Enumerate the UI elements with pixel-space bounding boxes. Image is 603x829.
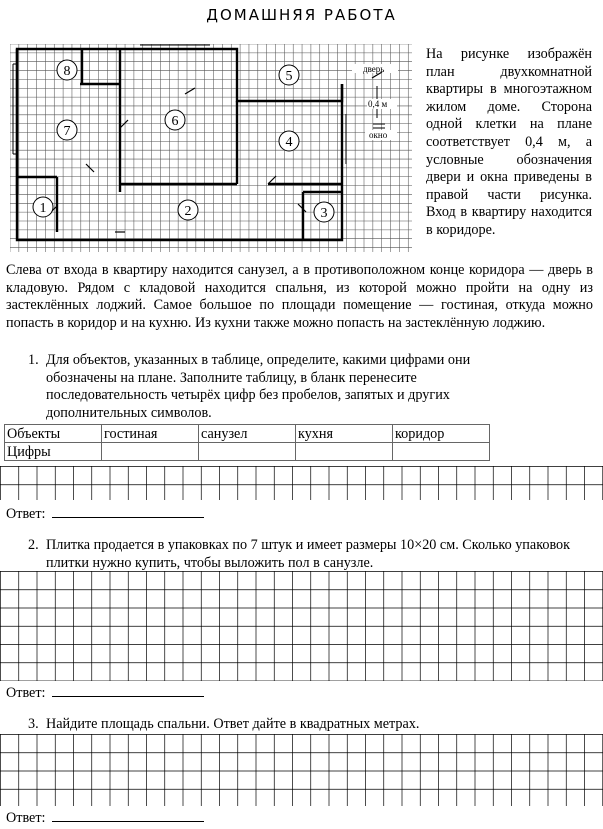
plan-legend xyxy=(352,64,398,140)
answer-grid-1[interactable] xyxy=(0,466,603,500)
answer-3-label: Ответ: xyxy=(6,810,46,826)
page-title: ДОМАШНЯЯ РАБОТА xyxy=(206,6,397,24)
table-cell-input[interactable] xyxy=(393,443,490,461)
answer-2-field[interactable] xyxy=(52,684,204,697)
table-cell: санузел xyxy=(199,425,296,443)
table-cell: коридор xyxy=(393,425,490,443)
room-labels xyxy=(33,60,334,222)
answer-2 xyxy=(6,684,204,702)
room-number-label: 4 xyxy=(285,135,293,150)
legend-window-label: окно xyxy=(369,130,388,140)
question-3-number: 3. xyxy=(28,716,39,732)
legend-scale-label: 0,4 м xyxy=(368,99,388,109)
answer-1 xyxy=(6,505,204,523)
floor-plan xyxy=(10,44,414,254)
table-cell-input[interactable] xyxy=(199,443,296,461)
question-3-text: Найдите площадь спальни. Ответ дайте в квадратных метрах. xyxy=(46,716,420,732)
table-cell: Цифры xyxy=(5,443,102,461)
table-row xyxy=(5,443,490,461)
room-number-label: 7 xyxy=(63,124,71,139)
question-1 xyxy=(28,352,498,422)
room-number-label: 8 xyxy=(63,64,71,79)
table-cell-input[interactable] xyxy=(102,443,199,461)
answer-grid-2[interactable] xyxy=(0,571,603,681)
question-1-text: Для объектов, указанных в таблице, определите, какими цифрами они обозначены на плане. Заполните таблицу, в бланк перенесите последовательность четырёх цифр без пробелов, запятых и других дополнительных символов. xyxy=(46,352,471,421)
room-number-label: 3 xyxy=(320,206,328,221)
table-cell-input[interactable] xyxy=(296,443,393,461)
objects-table xyxy=(4,424,490,461)
question-2-text: Плитка продается в упаковках по 7 штук и имеет размеры 10×20 см. Сколько упаковок плитки нужно купить, чтобы выложить пол в санузле. xyxy=(46,537,571,571)
table-row xyxy=(5,425,490,443)
plan-doors xyxy=(49,88,306,232)
question-2-number: 2. xyxy=(28,537,39,553)
table-cell: гостиная xyxy=(102,425,199,443)
answer-1-label: Ответ: xyxy=(6,506,46,522)
room-number-label: 6 xyxy=(171,114,179,129)
table-cell: кухня xyxy=(296,425,393,443)
room-number-label: 2 xyxy=(184,204,192,219)
answer-1-field[interactable] xyxy=(52,505,204,518)
answer-2-label: Ответ: xyxy=(6,685,46,701)
answer-grid-3[interactable] xyxy=(0,734,603,806)
question-1-number: 1. xyxy=(28,352,39,368)
question-3 xyxy=(28,716,588,734)
room-number-label: 1 xyxy=(39,201,47,216)
legend-door-label: дверь xyxy=(363,64,385,74)
question-2 xyxy=(28,537,588,573)
room-number-label: 5 xyxy=(285,69,293,84)
table-cell: Объекты xyxy=(5,425,102,443)
answer-3 xyxy=(6,809,204,827)
answer-3-field[interactable] xyxy=(52,809,204,822)
intro-paragraph-right: На рисунке изображён план двухкомнатной квартиры в многоэтажном жилом доме. Сторона одной клетки на плане соответствует 0,4 м, а условные обозначения двери и окна приведены в правой части рисунка. Вход в квартиру находится в коридоре. xyxy=(426,46,592,238)
intro-paragraph: Слева от входа в квартиру находится санузел, а в противоположном конце коридора — дверь в кладовую. Рядом с кладовой находится спальня, из которой можно пройти на одну из застеклённых лоджий. Самое большое по площади помещение — гостиная, откуда можно попасть в коридор и на кухню. Из кухни также можно попасть на застеклённую лоджию. xyxy=(6,262,593,331)
